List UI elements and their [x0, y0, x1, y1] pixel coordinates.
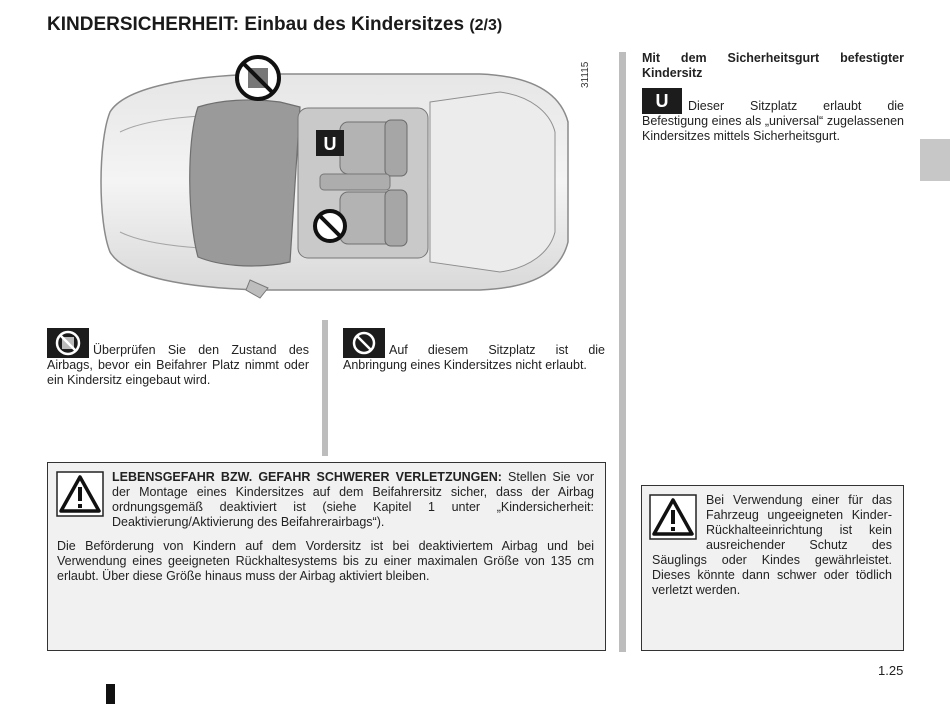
airbag-check-icon — [47, 328, 89, 358]
chapter-tab — [920, 139, 950, 181]
universal-seat-note — [642, 88, 904, 144]
car-topview-illustration — [80, 52, 580, 314]
airbag-check-text: Überprüfen Sie den Zustand des Airbags, bevor ein Beifahrer Platz nimmt oder ein Kindersitz eingebaut wird. — [47, 343, 309, 387]
page-title-part: (2/3) — [469, 17, 503, 34]
page-title — [47, 14, 502, 36]
main-warning-lead-title: LEBENSGEFAHR BZW. GEFAHR SCHWERER VERLETZUNGEN: — [112, 470, 502, 484]
car-topview-svg — [80, 52, 580, 314]
column-divider — [619, 52, 626, 652]
seat-u-badge-text: U — [323, 134, 337, 154]
seatbelt-childseat-heading: Mit dem Sicherheitsgurt befestigter Kindersitz — [642, 51, 904, 80]
page-title-text: KINDERSICHERHEIT: Einbau des Kindersitzes — [47, 14, 465, 35]
universal-seat-text: Dieser Sitzplatz erlaubt die Befestigung eines als „universal“ zugelassenen Kindersitzes mittels Sicherheitsgurt. — [642, 99, 904, 143]
main-warning-body: Die Beförderung von Kindern auf dem Vordersitz ist bei deaktiviertem Airbag und bei Verwendung eines geeigneten Rückhaltesystems bis zu einer maximalen Größe von 135 cm erlaubt. Über diese Größe hinaus muss der Airbag aktiviert bleiben. — [57, 539, 594, 583]
airbag-check-note — [47, 328, 309, 388]
main-warning-box — [47, 462, 606, 651]
main-warning-lead-text: Stellen Sie vor der Montage eines Kindersitzes auf dem Beifahrersitz sicher, dass der Airbag ordnungsgemäß deaktiviert ist (siehe Kapitel 1 unter „Kindersicherheit: Deaktivierung/Aktivierung des Beifahrerairbags“). — [112, 470, 594, 529]
prohibition-icon — [343, 328, 385, 358]
no-childseat-note — [343, 328, 605, 373]
no-childseat-text: Auf diesem Sitzplatz ist die Anbringung eines Kindersitzes nicht erlaubt. — [343, 343, 605, 372]
page-number: 1.25 — [878, 663, 904, 678]
side-warning-text — [652, 493, 892, 598]
column-divider-short — [322, 320, 328, 456]
universal-u-badge: U — [642, 88, 682, 114]
side-warning-box — [641, 485, 904, 651]
warning-triangle-icon — [56, 471, 104, 517]
figure-number: 31115 — [580, 61, 591, 88]
icon-spacer — [652, 493, 706, 553]
print-marker — [106, 684, 115, 704]
main-warning-lead — [112, 470, 594, 530]
side-warning-body: Bei Verwendung einer für das Fahrzeug ungeeigneten Kinder-Rückhalteeinrichtung ist kein ausreichender Schutz des Säuglings oder Kindes gewährleistet. Dieses könnte dann schwer oder tödlich verletzt werden. — [652, 493, 892, 597]
